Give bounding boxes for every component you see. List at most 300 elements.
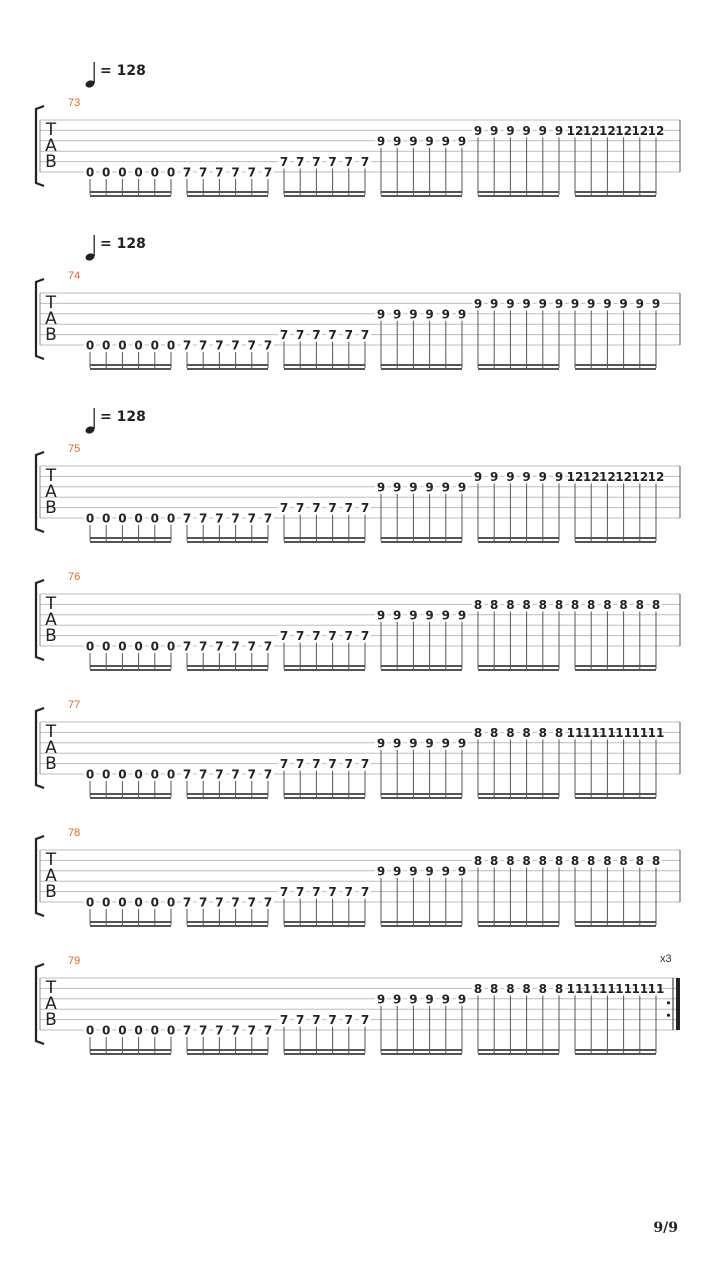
tab-clef-letter: B <box>45 882 57 902</box>
fret-number: 12 <box>631 469 649 484</box>
tab-clef-letter: T <box>45 120 57 140</box>
fret-number: 7 <box>247 639 256 654</box>
beam <box>478 1049 559 1051</box>
fret-number: 9 <box>603 296 612 311</box>
beam <box>575 669 656 671</box>
tab-clef-letter: T <box>45 466 57 486</box>
fret-number: 7 <box>279 629 289 644</box>
fret-number: 11 <box>615 981 632 996</box>
beam <box>284 1053 365 1055</box>
tab-clef-letter: B <box>45 1010 57 1030</box>
beam <box>187 368 268 370</box>
fret-number: 9 <box>570 296 580 311</box>
fret-number: 9 <box>635 296 644 311</box>
fret-number: 8 <box>522 725 531 740</box>
fret-number: 8 <box>587 597 596 612</box>
beam <box>381 1053 462 1055</box>
beam <box>90 368 171 370</box>
note-group <box>567 470 665 543</box>
beam <box>575 1049 656 1051</box>
fret-number: 8 <box>538 597 547 612</box>
beam <box>284 191 365 193</box>
fret-number: 9 <box>376 736 386 751</box>
fret-number: 8 <box>587 853 596 868</box>
fret-number: 0 <box>134 1023 143 1038</box>
fret-number: 7 <box>296 1013 305 1028</box>
beam <box>575 921 656 923</box>
note-group <box>472 297 565 370</box>
fret-number: 7 <box>231 338 240 353</box>
fret-number: 7 <box>360 501 370 516</box>
beam <box>478 925 559 927</box>
fret-number: 7 <box>231 767 240 782</box>
fret-number: 7 <box>279 501 289 516</box>
tab-system <box>36 571 680 671</box>
tab-clef-letter: T <box>45 978 57 998</box>
note-group <box>567 124 665 197</box>
fret-number: 7 <box>344 629 353 644</box>
note-group <box>84 166 177 198</box>
fret-number: 9 <box>457 307 467 322</box>
tab-clef-letter: A <box>45 482 57 502</box>
tab-clef-letter: T <box>45 722 57 742</box>
note-group <box>472 854 565 927</box>
fret-number: 7 <box>328 629 337 644</box>
tab-clef-letter: A <box>45 136 57 156</box>
fret-number: 9 <box>490 296 499 311</box>
fret-number: 0 <box>166 1023 176 1038</box>
fret-number: 7 <box>312 1013 321 1028</box>
fret-number: 8 <box>651 597 661 612</box>
note-group <box>472 124 565 197</box>
fret-number: 9 <box>554 469 564 484</box>
fret-number: 11 <box>615 725 632 740</box>
tab-clef-letter: T <box>45 293 57 313</box>
fret-number: 9 <box>538 296 547 311</box>
fret-number: 9 <box>538 469 547 484</box>
fret-number: 7 <box>296 885 305 900</box>
beam <box>90 797 171 799</box>
measure-number: 78 <box>68 827 81 839</box>
fret-number: 0 <box>102 338 111 353</box>
fret-number: 8 <box>603 853 612 868</box>
beam <box>90 364 171 366</box>
fret-number: 7 <box>199 511 208 526</box>
fret-number: 9 <box>457 992 467 1007</box>
fret-number: 7 <box>247 1023 256 1038</box>
fret-number: 7 <box>344 328 353 343</box>
fret-number: 8 <box>538 981 547 996</box>
fret-number: 7 <box>296 757 305 772</box>
beam <box>187 925 268 927</box>
fret-number: 8 <box>506 981 515 996</box>
beam <box>575 793 656 795</box>
fret-number: 9 <box>506 469 515 484</box>
note-group <box>472 598 565 671</box>
fret-number: 9 <box>376 864 386 879</box>
note-group <box>84 512 177 544</box>
fret-number: 12 <box>599 469 616 484</box>
fret-number: 9 <box>441 134 450 149</box>
fret-number: 11 <box>631 725 649 740</box>
fret-number: 8 <box>554 597 564 612</box>
fret-number: 7 <box>263 165 273 180</box>
fret-number: 9 <box>587 296 596 311</box>
beam <box>90 195 171 197</box>
fret-number: 9 <box>376 307 386 322</box>
fret-number: 12 <box>599 123 616 138</box>
note-group <box>84 339 177 371</box>
fret-number: 8 <box>635 853 644 868</box>
fret-number: 7 <box>247 511 256 526</box>
repeat-dot <box>667 1014 670 1017</box>
fret-number: 7 <box>263 511 273 526</box>
beam <box>575 1053 656 1055</box>
fret-number: 7 <box>263 895 273 910</box>
tempo-marking <box>85 235 146 262</box>
beam <box>381 191 462 193</box>
fret-number: 0 <box>85 165 95 180</box>
beam <box>381 537 462 539</box>
fret-number: 8 <box>473 981 483 996</box>
beam <box>187 364 268 366</box>
tab-clef-letter: B <box>45 626 57 646</box>
beam <box>284 195 365 197</box>
fret-number: 7 <box>182 511 192 526</box>
fret-number: 7 <box>263 767 273 782</box>
fret-number: 9 <box>441 307 450 322</box>
tab-system <box>36 408 680 543</box>
note-group <box>181 512 274 544</box>
fret-number: 0 <box>150 511 159 526</box>
beam <box>90 537 171 539</box>
note-group <box>472 982 565 1055</box>
fret-number: 8 <box>554 725 564 740</box>
beam <box>90 665 171 667</box>
beam <box>187 797 268 799</box>
fret-number: 0 <box>85 1023 95 1038</box>
fret-number: 11 <box>647 725 665 740</box>
fret-number: 7 <box>231 511 240 526</box>
page-number: 9/9 <box>653 1220 678 1236</box>
fret-number: 0 <box>102 639 111 654</box>
note-group <box>181 1024 274 1056</box>
fret-number: 9 <box>506 296 515 311</box>
beam <box>478 669 559 671</box>
fret-number: 7 <box>182 165 192 180</box>
beam <box>187 537 268 539</box>
note-group <box>569 854 662 927</box>
beam <box>575 364 656 366</box>
fret-number: 7 <box>344 155 353 170</box>
fret-number: 9 <box>409 992 418 1007</box>
fret-number: 0 <box>85 895 95 910</box>
fret-number: 0 <box>134 165 143 180</box>
fret-number: 12 <box>566 123 584 138</box>
tempo-marking <box>85 408 146 435</box>
beam <box>187 541 268 543</box>
beam <box>381 368 462 370</box>
fret-number: 9 <box>425 736 434 751</box>
repeat-dot <box>667 1001 670 1004</box>
beam <box>284 925 365 927</box>
fret-number: 7 <box>360 757 370 772</box>
beam <box>478 195 559 197</box>
tab-clef-letter: B <box>45 754 57 774</box>
note-group <box>375 480 468 543</box>
tempo-marking <box>85 62 146 89</box>
beam <box>284 368 365 370</box>
beam <box>90 1053 171 1055</box>
fret-number: 0 <box>166 767 176 782</box>
fret-number: 9 <box>506 123 515 138</box>
fret-number: 0 <box>166 511 176 526</box>
fret-number: 7 <box>215 639 224 654</box>
fret-number: 0 <box>150 895 159 910</box>
fret-number: 8 <box>570 853 580 868</box>
fret-number: 9 <box>457 134 467 149</box>
note-group <box>567 726 665 799</box>
fret-number: 0 <box>134 338 143 353</box>
beam <box>478 921 559 923</box>
fret-number: 9 <box>376 992 386 1007</box>
fret-number: 9 <box>441 992 450 1007</box>
fret-number: 11 <box>566 725 584 740</box>
fret-number: 8 <box>506 597 515 612</box>
fret-number: 7 <box>279 328 289 343</box>
beam <box>90 1049 171 1051</box>
fret-number: 8 <box>651 853 661 868</box>
beam <box>187 195 268 197</box>
fret-number: 7 <box>263 639 273 654</box>
fret-number: 9 <box>522 123 531 138</box>
measure-number: 74 <box>68 270 81 282</box>
fret-number: 9 <box>393 480 402 495</box>
tab-clef-letter: A <box>45 309 57 329</box>
note-group <box>181 339 274 371</box>
beam <box>90 793 171 795</box>
fret-number: 9 <box>457 864 467 879</box>
fret-number: 7 <box>312 501 321 516</box>
fret-number: 0 <box>150 338 159 353</box>
fret-number: 8 <box>522 981 531 996</box>
note-group <box>181 896 274 928</box>
fret-number: 12 <box>647 123 665 138</box>
fret-number: 12 <box>582 123 600 138</box>
tab-system <box>36 62 680 197</box>
beam <box>284 1049 365 1051</box>
fret-number: 7 <box>263 338 273 353</box>
fret-number: 0 <box>118 1023 127 1038</box>
fret-number: 7 <box>215 767 224 782</box>
repeat-thick-bar <box>676 978 680 1030</box>
fret-number: 7 <box>215 338 224 353</box>
fret-number: 7 <box>215 895 224 910</box>
fret-number: 7 <box>199 639 208 654</box>
beam <box>478 541 559 543</box>
fret-number: 0 <box>118 511 127 526</box>
fret-number: 9 <box>425 608 434 623</box>
fret-number: 9 <box>409 736 418 751</box>
fret-number: 8 <box>635 597 644 612</box>
fret-number: 7 <box>360 328 370 343</box>
fret-number: 9 <box>425 307 434 322</box>
beam <box>284 797 365 799</box>
beam <box>575 797 656 799</box>
fret-number: 7 <box>360 1013 370 1028</box>
beam <box>575 665 656 667</box>
measure-number: 79 <box>68 955 81 967</box>
fret-number: 9 <box>490 469 499 484</box>
tab-clef-letter: B <box>45 498 57 518</box>
fret-number: 9 <box>522 296 531 311</box>
beam <box>575 925 656 927</box>
fret-number: 7 <box>263 1023 273 1038</box>
fret-number: 0 <box>150 767 159 782</box>
beam <box>478 368 559 370</box>
fret-number: 7 <box>199 165 208 180</box>
repeat-count: x3 <box>660 953 672 965</box>
fret-number: 0 <box>166 639 176 654</box>
fret-number: 9 <box>409 307 418 322</box>
fret-number: 7 <box>312 328 321 343</box>
beam <box>284 364 365 366</box>
beam <box>284 541 365 543</box>
fret-number: 8 <box>619 597 628 612</box>
tab-system <box>36 953 680 1055</box>
fret-number: 8 <box>522 853 531 868</box>
fret-number: 7 <box>182 338 192 353</box>
beam <box>478 191 559 193</box>
fret-number: 12 <box>615 123 632 138</box>
fret-number: 9 <box>441 480 450 495</box>
fret-number: 9 <box>409 134 418 149</box>
beam <box>187 669 268 671</box>
beam <box>187 921 268 923</box>
beam <box>478 797 559 799</box>
fret-number: 0 <box>166 895 176 910</box>
note-group <box>181 640 274 672</box>
fret-number: 0 <box>102 767 111 782</box>
beam <box>187 1053 268 1055</box>
fret-number: 7 <box>182 767 192 782</box>
beam <box>90 541 171 543</box>
fret-number: 0 <box>118 895 127 910</box>
fret-number: 7 <box>312 757 321 772</box>
tab-clef-letter: B <box>45 152 57 172</box>
measure-number: 73 <box>68 97 81 109</box>
tab-system <box>36 699 680 799</box>
fret-number: 7 <box>247 165 256 180</box>
fret-number: 9 <box>441 864 450 879</box>
fret-number: 7 <box>215 511 224 526</box>
fret-number: 8 <box>490 597 499 612</box>
fret-number: 9 <box>409 864 418 879</box>
beam <box>478 364 559 366</box>
beam <box>381 925 462 927</box>
fret-number: 7 <box>328 501 337 516</box>
fret-number: 7 <box>279 757 289 772</box>
note-group <box>375 134 468 197</box>
fret-number: 8 <box>603 597 612 612</box>
fret-number: 0 <box>118 639 127 654</box>
fret-number: 9 <box>376 608 386 623</box>
beam <box>284 921 365 923</box>
fret-number: 7 <box>328 1013 337 1028</box>
fret-number: 12 <box>615 469 632 484</box>
fret-number: 9 <box>441 608 450 623</box>
fret-number: 7 <box>344 885 353 900</box>
beam <box>90 669 171 671</box>
fret-number: 8 <box>538 853 547 868</box>
fret-number: 7 <box>296 501 305 516</box>
fret-number: 8 <box>490 853 499 868</box>
beam <box>90 191 171 193</box>
note-group <box>84 896 177 928</box>
fret-number: 0 <box>85 767 95 782</box>
note-group <box>569 297 662 370</box>
fret-number: 8 <box>522 597 531 612</box>
beam <box>478 537 559 539</box>
fret-number: 9 <box>425 864 434 879</box>
tab-clef-letter: A <box>45 738 57 758</box>
beam <box>187 793 268 795</box>
fret-number: 0 <box>166 165 176 180</box>
fret-number: 8 <box>506 853 515 868</box>
fret-number: 7 <box>199 1023 208 1038</box>
fret-number: 9 <box>473 123 483 138</box>
beam <box>90 921 171 923</box>
fret-number: 0 <box>134 895 143 910</box>
fret-number: 8 <box>490 725 499 740</box>
fret-number: 9 <box>554 123 564 138</box>
note-group <box>472 726 565 799</box>
fret-number: 9 <box>651 296 661 311</box>
fret-number: 9 <box>393 992 402 1007</box>
fret-number: 7 <box>279 155 289 170</box>
note-group <box>567 982 665 1055</box>
fret-number: 7 <box>182 639 192 654</box>
fret-number: 7 <box>360 885 370 900</box>
fret-number: 7 <box>215 1023 224 1038</box>
fret-number: 8 <box>473 853 483 868</box>
tempo-value: = 128 <box>100 409 146 425</box>
fret-number: 9 <box>522 469 531 484</box>
fret-number: 0 <box>166 338 176 353</box>
fret-number: 9 <box>441 736 450 751</box>
note-group <box>84 1024 177 1056</box>
fret-number: 7 <box>328 757 337 772</box>
fret-number: 11 <box>647 981 665 996</box>
fret-number: 9 <box>538 123 547 138</box>
measure-number: 76 <box>68 571 81 583</box>
fret-number: 9 <box>393 864 402 879</box>
tab-clef-letter: T <box>45 594 57 614</box>
fret-number: 12 <box>647 469 665 484</box>
fret-number: 11 <box>582 981 600 996</box>
fret-number: 9 <box>376 480 386 495</box>
note-group <box>375 992 468 1055</box>
fret-number: 12 <box>566 469 584 484</box>
fret-number: 7 <box>296 328 305 343</box>
fret-number: 0 <box>134 639 143 654</box>
fret-number: 7 <box>199 895 208 910</box>
fret-number: 12 <box>631 123 649 138</box>
fret-number: 8 <box>538 725 547 740</box>
fret-number: 7 <box>231 639 240 654</box>
fret-number: 7 <box>328 328 337 343</box>
fret-number: 9 <box>393 134 402 149</box>
